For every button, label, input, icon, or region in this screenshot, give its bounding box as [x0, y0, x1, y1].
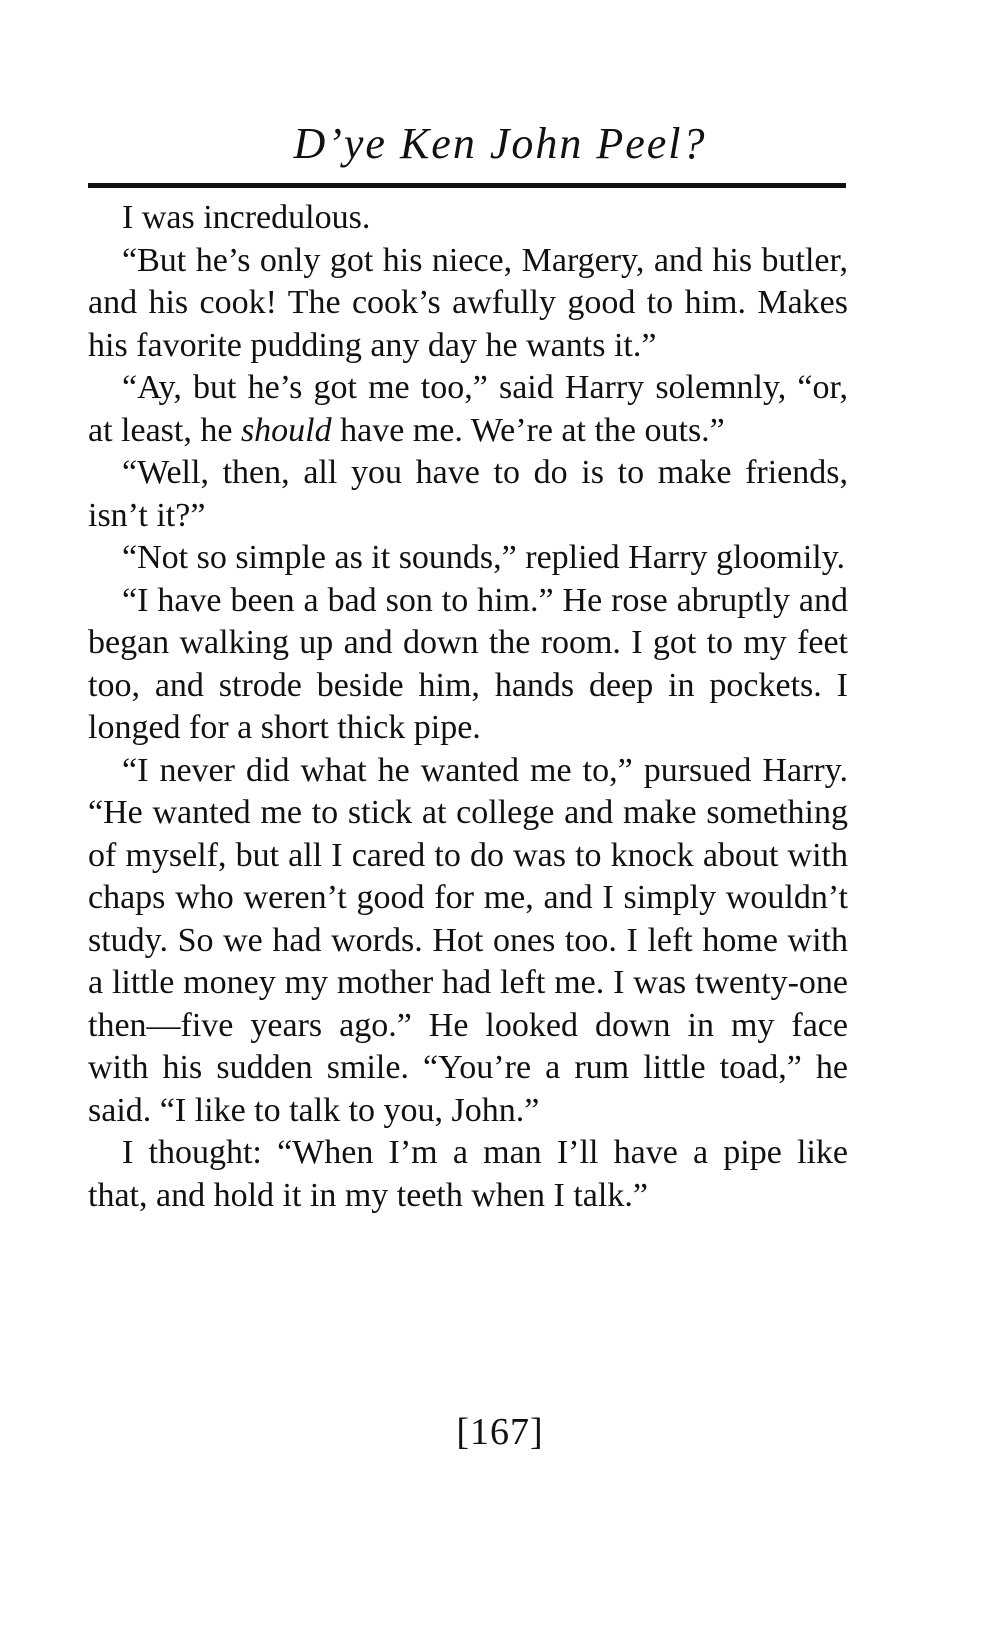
body-text: [88, 197, 848, 1217]
paragraph: I thought: “When I’m a man I’ll have a pipe like that, and hold it in my teeth when I talk.”: [88, 1134, 848, 1214]
paragraph: “Ay, but he’s got me too,” said Harry solemnly, “or, at least, he should have me. We’re at the outs.”: [88, 369, 848, 449]
paragraph: I was incredulous.: [122, 199, 371, 236]
running-head: D’ye Ken John Peel?: [293, 119, 707, 168]
paragraph: “Not so simple as it sounds,” replied Harry gloomily.: [122, 539, 846, 576]
paragraph: “But he’s only got his niece, Margery, and his butler, and his cook! The cook’s awfully good to him. Makes his favorite pudding any day he wants it.”: [88, 241, 848, 364]
paragraph: “I have been a bad son to him.” He rose abruptly and began walking up and down the room. I got to my feet too, and strode beside him, hands deep in pockets. I longed for a short thick pipe.: [88, 581, 848, 746]
paragraph: “Well, then, all you have to do is to make friends, isn’t it?”: [88, 454, 848, 534]
page-number: [167]: [456, 1411, 544, 1453]
header-rule: [88, 183, 846, 188]
paragraph: “I never did what he wanted me to,” pursued Harry. “He wanted me to stick at college and make something of myself, but all I cared to do was to knock about with chaps who weren’t good for me, and I simply wouldn’t study. So we had words. Hot ones too. I left home with a little money my mother had left me. I was twenty-one then—five years ago.” He looked down in my face with his sudden smile. “You’re a rum little toad,” he said. “I like to talk to you, John.”: [88, 751, 848, 1129]
emphasis: should: [240, 411, 332, 449]
